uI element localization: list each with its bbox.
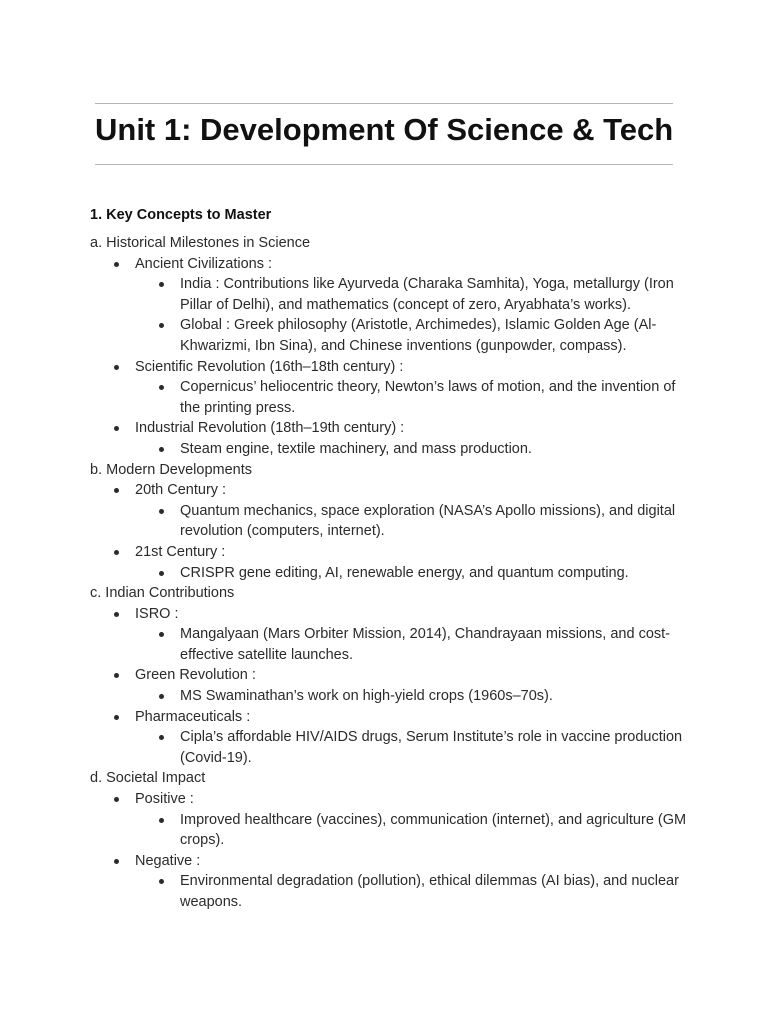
topic-item (90, 707, 690, 769)
detail-list (135, 624, 690, 665)
detail-item (135, 624, 690, 665)
detail-text: India : Contributions like Ayurveda (Charaka Samhita), Yoga, metallurgy (Iron Pillar of Delhi), and mathematics (concept of zero, Aryabhata’s works). (180, 276, 674, 313)
detail-item (135, 377, 690, 418)
title-top-rule (95, 103, 673, 104)
outline-section (90, 583, 690, 768)
bullet-icon (114, 715, 119, 720)
section-heading: 1. Key Concepts to Master (90, 207, 272, 223)
bullet-icon (114, 612, 119, 617)
section-label: c. Indian Contributions (90, 585, 235, 602)
detail-text: Global : Greek philosophy (Aristotle, Archimedes), Islamic Golden Age (Al-Khwarizmi, Ibn Sina), and Chinese inventions (gunpowder, compass). (180, 317, 657, 354)
topic-item (90, 604, 690, 666)
bullet-icon (159, 282, 164, 287)
section-label: d. Societal Impact (90, 770, 206, 787)
bullet-icon (159, 694, 164, 699)
topic-label: Ancient Civilizations : (135, 255, 272, 272)
bullet-icon (114, 673, 119, 678)
section-label: b. Modern Developments (90, 461, 252, 478)
detail-list (135, 377, 690, 418)
detail-item (135, 810, 690, 851)
detail-item (135, 686, 690, 707)
topic-list (90, 254, 690, 460)
bullet-icon (159, 879, 164, 884)
bullet-icon (159, 818, 164, 823)
bullet-icon (114, 859, 119, 864)
detail-list (135, 686, 690, 707)
topic-label: Pharmaceuticals : (135, 708, 251, 725)
topic-label: 21st Century : (135, 543, 226, 560)
bullet-icon (114, 550, 119, 555)
bullet-icon (159, 632, 164, 637)
bullet-icon (114, 262, 119, 267)
detail-item (135, 501, 690, 542)
detail-item (135, 871, 690, 912)
detail-item (135, 439, 690, 460)
detail-item (135, 315, 690, 356)
detail-item (135, 274, 690, 315)
topic-list (90, 789, 690, 913)
bullet-icon (159, 509, 164, 514)
detail-item (135, 563, 690, 584)
topic-item (90, 851, 690, 913)
topic-list (90, 604, 690, 769)
bullet-icon (159, 735, 164, 740)
bullet-icon (159, 571, 164, 576)
detail-text: Improved healthcare (vaccines), communication (internet), and agriculture (GM crops). (180, 811, 687, 849)
bullet-icon (114, 365, 119, 370)
detail-list (135, 274, 690, 356)
topic-item (90, 357, 690, 419)
topic-label: 20th Century : (135, 482, 227, 499)
detail-text: Environmental degradation (pollution), ethical dilemmas (AI bias), and nuclear weapons. (180, 873, 679, 910)
topic-item (90, 480, 690, 542)
detail-text: CRISPR gene editing, AI, renewable energy, and quantum computing. (180, 564, 629, 581)
bullet-icon (159, 385, 164, 390)
bullet-icon (159, 323, 164, 328)
topic-item (90, 542, 690, 583)
page-title: Unit 1: Development Of Science & Tech (95, 112, 674, 147)
bullet-icon (114, 426, 119, 431)
detail-text: Quantum mechanics, space exploration (NASA’s Apollo missions), and digital revolution (computers, internet). (180, 502, 676, 540)
section-label: a. Historical Milestones in Science (90, 235, 311, 251)
detail-list (135, 439, 690, 460)
topic-label: Negative : (135, 852, 201, 869)
detail-text: Cipla’s affordable HIV/AIDS drugs, Serum Institute’s role in vaccine production (Covid-19). (180, 729, 683, 766)
bullet-icon (159, 447, 164, 452)
topic-label: Green Revolution : (135, 667, 256, 684)
outline-section (90, 233, 690, 460)
topic-label: ISRO : (135, 605, 179, 622)
detail-text: Steam engine, textile machinery, and mass production. (180, 440, 532, 457)
detail-list (135, 727, 690, 768)
topic-label: Positive : (135, 791, 194, 808)
bullet-icon (114, 797, 119, 802)
topic-label: Scientific Revolution (16th–18th century) : (135, 358, 404, 375)
topic-item (90, 789, 690, 851)
detail-list (135, 871, 690, 912)
topic-list (90, 480, 690, 583)
detail-item (135, 727, 690, 768)
topic-label: Industrial Revolution (18th–19th century) : (135, 420, 405, 437)
bullet-icon (114, 488, 119, 493)
detail-list (135, 810, 690, 851)
detail-text: MS Swaminathan’s work on high-yield crops (1960s–70s). (180, 688, 553, 705)
title-bottom-rule (95, 164, 673, 165)
detail-text: Mangalyaan (Mars Orbiter Mission, 2014), Chandrayaan missions, and cost-effective satellite launches. (180, 626, 670, 663)
outline-section (90, 460, 690, 584)
topic-item (90, 418, 690, 459)
topic-item (90, 254, 690, 357)
detail-list (135, 501, 690, 542)
detail-list (135, 563, 690, 584)
topic-item (90, 665, 690, 706)
concept-outline (90, 233, 690, 913)
outline-section (90, 768, 690, 912)
detail-text: Copernicus’ heliocentric theory, Newton’s laws of motion, and the invention of the printing press. (180, 379, 676, 416)
